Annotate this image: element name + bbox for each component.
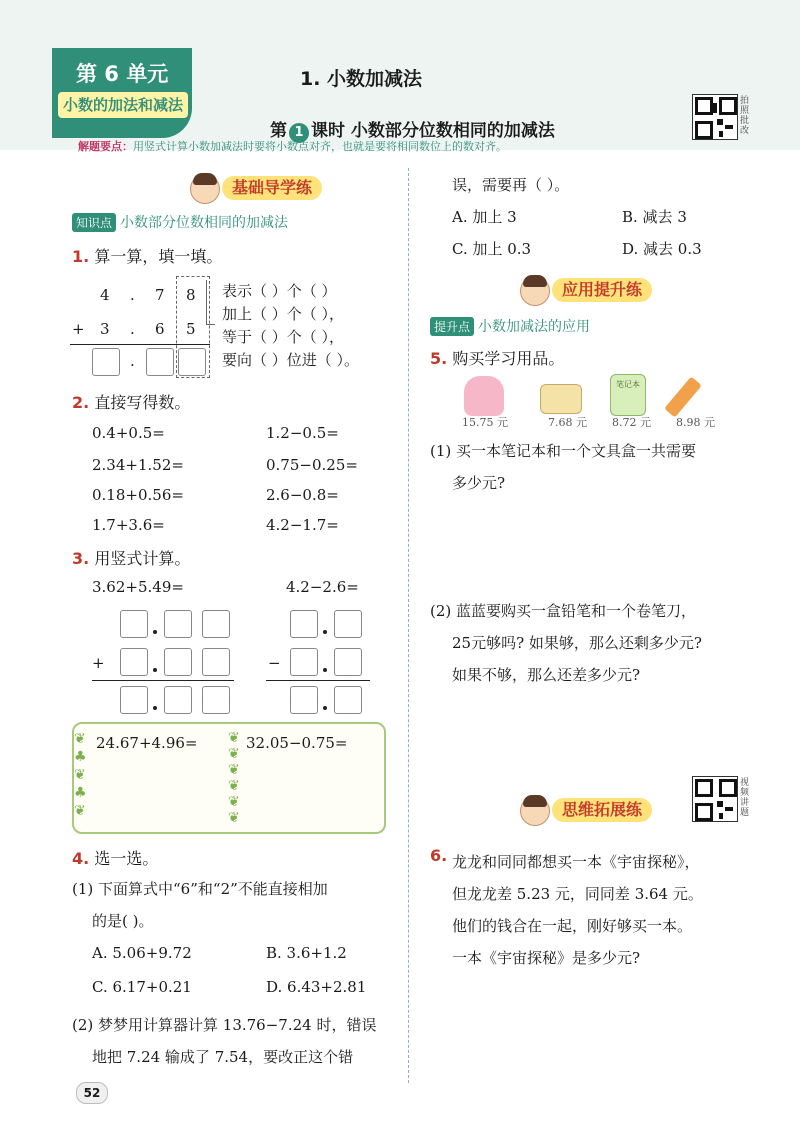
q6-text: 龙龙和同同都想买一本《宇宙探秘》， 但龙龙差 5.23 元，同同差 3.64 元。 他们的钱合在一起，刚好够买一本。 一本《宇宙探秘》是多少元? [452,853,703,967]
q2-item: 4.2−1.7= [266,516,339,534]
q3-digit-box[interactable] [202,648,230,676]
q1-answer-dot: . [130,352,135,370]
q2-title: 2. 直接写得数。 [72,393,191,412]
q3-digit-box[interactable] [290,610,318,638]
hint-label: 解题要点： [78,140,133,153]
q3-decimal-dot [153,706,157,710]
q1-bracket [206,280,215,325]
q3-decimal-dot [323,668,327,672]
sub-title: 第 1 课时 小数部分位数相同的加减法 [270,121,555,141]
notebook-icon: 笔记本 [610,374,646,416]
q3-item: 32.05−0.75= [246,734,348,752]
kp-tag: 知识点 [72,213,116,232]
q4-p2-option-c[interactable]: C. 加上 0.3 [452,240,532,258]
q3-digit-box[interactable] [164,686,192,714]
q1-row2-d2: 6 [155,320,165,338]
q4-option-a[interactable]: A. 5.06+9.72 [92,944,192,962]
q1-row1-d1: 4 [100,286,110,304]
kid-face-icon [520,796,550,826]
q1-answer-box[interactable] [92,348,120,376]
q2-item: 2.6−0.8= [266,486,339,504]
q4-option-c[interactable]: C. 6.17+0.21 [92,978,192,996]
qr-code-icon[interactable] [692,776,738,822]
q3-digit-box[interactable] [120,648,148,676]
vine-divider-icon: ❦ ❦ ❦ ❦ ❦ ❦ [228,730,240,826]
q1-row2-d1: 3 [100,320,110,338]
q1-notes: 表示（ ）个（ ） 加上（ ）个（ ）， 等于（ ）个（ ）， 要向（ ）位进（ ）。 [222,282,360,369]
q3-digit-box[interactable] [164,610,192,638]
q5-p1-line2: 多少元? [452,474,506,492]
q3-item: 3.62+5.49= [92,578,184,596]
q4-p2-option-b[interactable]: B. 减去 3 [622,208,687,226]
pencil-case-icon [540,384,582,414]
q1-answer-box[interactable] [178,348,206,376]
q1-row2-dot: . [130,320,135,338]
q2-item: 1.7+3.6= [92,516,165,534]
q3-plus-sign: + [92,654,105,672]
q6-num: 6. [430,846,448,865]
q3-decimal-dot [153,630,157,634]
q3-item: 4.2−2.6= [286,578,359,596]
q4-p1-line2: 的是( )。 [92,912,154,930]
q3-title: 3. 用竖式计算。 [72,549,191,568]
q3-digit-box[interactable] [164,648,192,676]
pencil-box-icon [664,376,702,417]
section-apply-label: 应用提升练 [552,278,652,302]
q3-decimal-dot [323,706,327,710]
leaf-vine-icon: ❦ ♣ ❦ ♣ ❦ [74,731,87,819]
q3-digit-box[interactable] [202,610,230,638]
unit-tab [52,48,192,138]
q3-digit-box[interactable] [120,686,148,714]
q4-option-b[interactable]: B. 3.6+1.2 [266,944,347,962]
q5-title: 5. 购买学习用品。 [430,349,565,368]
q1-row2-d3: 5 [186,320,196,338]
q4-p2-line2: 地把 7.24 输成了 7.54，要改正这个错 [92,1048,354,1066]
kp-text: 小数加减法的应用 [478,319,591,335]
q3-sum-line [92,680,234,681]
q4-p2-line1: (2) 梦梦用计算器计算 13.76−7.24 时，错误 [72,1016,377,1034]
qr-code-icon[interactable] [692,94,738,140]
kid-face-icon [520,276,550,306]
unit-subtitle: 小数的加法和减法 [58,92,188,118]
page-number: 52 [76,1082,108,1104]
lesson-title: 1. 小数加减法 [300,68,423,90]
q1-answer-box[interactable] [146,348,174,376]
q3-digit-box[interactable] [290,686,318,714]
q2-item: 0.75−0.25= [266,456,358,474]
qr-label: 视频讲题 [740,778,750,818]
q2-item: 1.2−0.5= [266,424,339,442]
q1-row1-d3: 8 [186,286,196,304]
q5-p2-line3: 如果不够，那么还差多少元? [452,666,641,684]
q3-minus-sign: − [268,654,281,672]
lesson-number-badge: 1 [289,123,309,143]
q3-digit-box[interactable] [334,686,362,714]
q1-row1-dot: . [130,286,135,304]
q4-p2-option-a[interactable]: A. 加上 3 [452,208,517,226]
improvement-point [430,316,590,336]
kp-text: 小数部分位数相同的加减法 [120,215,289,231]
hint-bar [78,138,748,154]
price-pencil-box: 8.98 元 [676,416,715,429]
q3-diff-line [266,680,370,681]
q3-digit-box[interactable] [334,648,362,676]
q5-p1-line1: (1) 买一本笔记本和一个文具盒一共需要 [430,442,697,460]
price-backpack: 15.75 元 [462,416,508,429]
q4-p1-line1: (1) 下面算式中“6”和“2”不能直接相加 [72,880,328,898]
q2-item: 0.18+0.56= [92,486,184,504]
q5-p2-line2: 25元够吗? 如果够，那么还剩多少元? [452,634,702,652]
q4-p2-continued: 误，需要再（ ）。 [452,176,570,194]
q1-row1-d2: 7 [155,286,165,304]
q3-digit-box[interactable] [334,610,362,638]
q3-item: 24.67+4.96= [96,734,198,752]
price-pencil-case: 7.68 元 [548,416,587,429]
backpack-icon [464,376,504,416]
price-notebook: 8.72 元 [612,416,651,429]
q3-digit-box[interactable] [290,648,318,676]
knowledge-point [72,212,288,232]
q1-sum-line [70,344,210,345]
q3-digit-box[interactable] [202,686,230,714]
q1-plus: + [72,320,85,338]
q5-p2-line1: (2) 蓝蓝要购买一盒铅笔和一个卷笔刀， [430,602,697,620]
unit-label: 第 6 单元 [76,62,169,86]
q3-decimal-dot [153,668,157,672]
q4-option-d[interactable]: D. 6.43+2.81 [266,978,367,996]
section-extend-label: 思维拓展练 [552,798,652,822]
kp-tag: 提升点 [430,317,474,336]
q3-digit-box[interactable] [120,610,148,638]
q1-title: 1. 算一算，填一填。 [72,247,223,266]
kid-face-icon [190,174,220,204]
q2-item: 2.34+1.52= [92,456,184,474]
q4-p2-option-d[interactable]: D. 减去 0.3 [622,240,702,258]
hint-text: 用竖式计算小数加减法时要将小数点对齐，也就是要将相同数位上的数对齐。 [133,140,507,153]
qr-label: 拍照批改 [740,96,750,136]
q4-title: 4. 选一选。 [72,849,159,868]
q3-decimal-dot [323,630,327,634]
q2-item: 0.4+0.5= [92,424,165,442]
column-divider [408,168,409,1083]
section-basic-label: 基础导学练 [222,176,322,200]
